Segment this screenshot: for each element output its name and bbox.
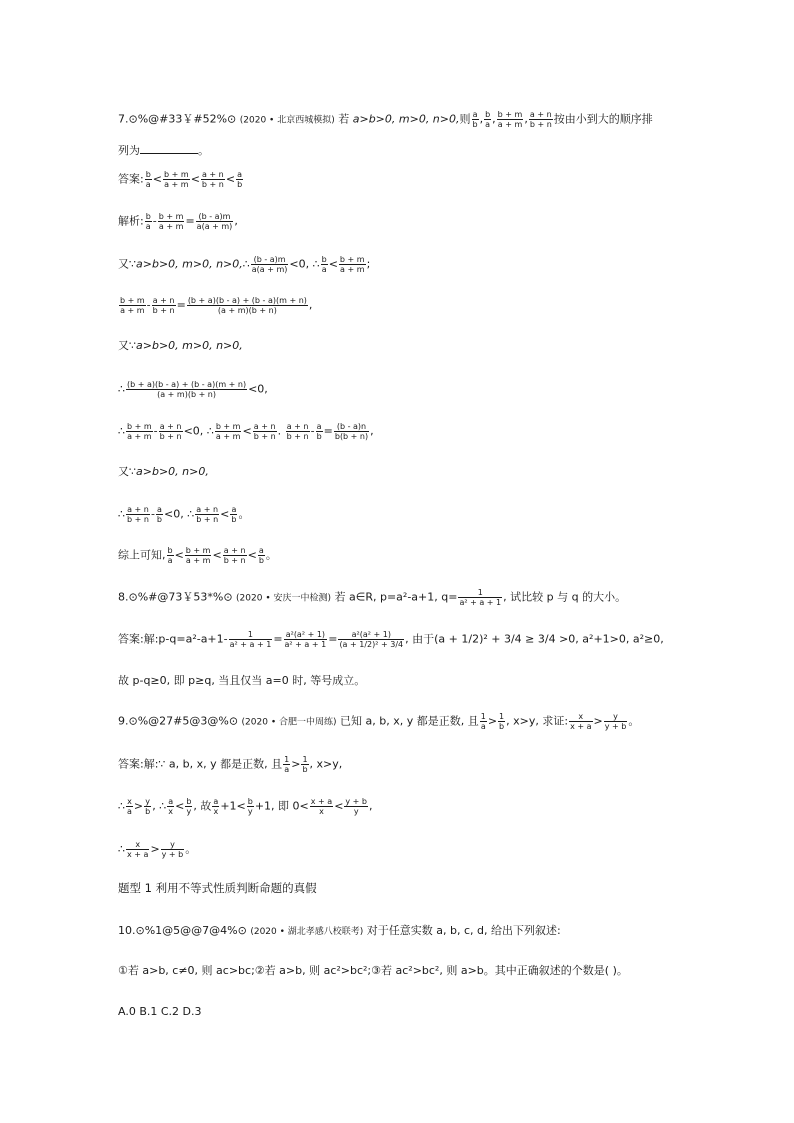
fraction <box>161 840 185 859</box>
fraction-numerator: 1 <box>458 588 502 598</box>
fraction <box>230 505 237 524</box>
fraction-numerator: 1 <box>302 755 308 764</box>
fraction-denominator: a² + a + 1 <box>284 640 327 649</box>
fraction-denominator: b <box>258 556 264 565</box>
math-text: p-q=a²-a+1- <box>158 632 228 646</box>
q7-number: 7.⊙%@#33￥#52%⊙ <box>118 112 237 126</box>
fraction-numerator: b + m <box>185 546 211 555</box>
fraction-denominator: y <box>186 807 192 816</box>
fraction-denominator: y <box>353 807 359 816</box>
fraction <box>167 546 174 565</box>
fraction-numerator: 1 <box>284 755 290 764</box>
math-text: 又∵ <box>118 257 136 271</box>
q7-period: 。 <box>198 144 209 157</box>
q7-if: 若 <box>338 112 350 126</box>
fraction-denominator: y + b <box>604 722 627 731</box>
fraction-denominator: (a + 1/2)² + 3/4 <box>339 640 404 649</box>
math-text: 又∵ <box>118 339 136 352</box>
math-text: , 故 <box>193 799 212 813</box>
q8-conclusion <box>118 673 365 689</box>
fraction <box>458 588 502 607</box>
fraction-denominator: a <box>127 807 132 816</box>
fraction <box>185 546 212 565</box>
math-text: , ∴ <box>152 799 167 813</box>
q9-answer-line2: ∴ $\frac{x}{a}$ > $\frac{y}{b}$ , ∴ $\frac{a}{x}$ < $\frac{b}{y}$ , 故 $\frac{a}{x}$ +1< $\frac{b}{y}$ +1, 即 0< $\frac{x + a}{x}$ < $\frac{y + b}{y}$ , <box>118 797 373 816</box>
math-text: <0, <box>183 424 204 438</box>
fraction <box>144 797 151 816</box>
fraction <box>339 255 366 274</box>
fraction-numerator: a <box>472 110 478 119</box>
math-text: ∴ <box>118 424 125 438</box>
fraction-numerator: b <box>167 546 173 555</box>
fraction <box>126 840 149 859</box>
fraction <box>119 296 146 315</box>
fraction-denominator: a <box>145 180 151 189</box>
fraction-denominator: b + n <box>223 556 246 565</box>
math-text: ∴ <box>118 382 125 396</box>
math-text: +1, 即 0< <box>254 799 309 813</box>
fraction <box>284 630 328 649</box>
fraction <box>152 296 176 315</box>
fraction-denominator: b <box>316 432 322 441</box>
q8-answer-label: 答案:解: <box>118 632 159 646</box>
fraction-numerator: a <box>231 505 237 514</box>
math-text: a>b>0, m>0, n>0, <box>136 339 243 352</box>
fraction <box>212 797 219 816</box>
fraction-numerator: a + n <box>223 546 246 555</box>
fraction-numerator: b + m <box>497 110 523 119</box>
fraction <box>301 755 308 774</box>
fraction <box>480 712 487 731</box>
q9-text1: 已知 a, b, x, y 都是正数, 且 <box>340 714 479 728</box>
q7-frac-3 <box>497 110 524 129</box>
fraction-denominator: b + n <box>529 120 552 129</box>
fraction <box>223 546 247 565</box>
fraction <box>338 630 404 649</box>
q9-answer-label: 答案:解:∵ a, b, x, y 都是正数, 且 <box>118 757 283 771</box>
q10-stem <box>118 923 561 940</box>
fraction <box>334 422 369 441</box>
q7-frac-1 <box>472 110 479 129</box>
fraction-numerator: (b + a)(b - a) + (b - a)(m + n) <box>127 380 247 389</box>
q7-order-text: 按由小到大的顺序排 <box>553 112 653 126</box>
q9-text2: , x>y, 求证: <box>506 714 569 728</box>
q10-statements-text: ①若 a>b, c≠0, 则 ac>bc;②若 a>b, 则 ac²>bc²;③若 ac²>bc², 则 a>b。其中正确叙述的个数是( )。 <box>118 964 628 977</box>
fraction-denominator: b + n <box>152 306 175 315</box>
fraction-denominator: b + n <box>201 180 224 189</box>
fraction-numerator: b <box>145 170 151 179</box>
math-text: ∴ <box>118 842 125 856</box>
fraction-denominator: a <box>321 265 327 274</box>
fraction <box>258 546 265 565</box>
fraction-denominator: a + m <box>185 556 211 565</box>
fraction-numerator: b + m <box>158 212 184 221</box>
math-text: a>b>0, n>0, <box>136 465 209 478</box>
q7-frac-2 <box>484 110 491 129</box>
q9-stem: 9.⊙%@27#5@3@%⊙ (2020 • 合肥一中周练) 已知 a, b, x, y 都是正数, 且 $\frac{1}{a}$ > $\frac{1}{b}$ , x>y, 求证: $\frac{x}{x + a}$ > $\frac{y}{y + b}$ 。 <box>118 712 640 731</box>
fraction-numerator: a <box>157 505 162 514</box>
fraction <box>201 170 225 189</box>
math-text: ∴ <box>242 257 250 271</box>
fraction-numerator: y <box>145 797 151 806</box>
q7-analysis-step3: $\frac{b + m}{a + m}$ - $\frac{a + n}{b + n}$ = $\frac{(b + a)(b - a) + (b - a)(m + n)}{(a + m)(b + n)}$ , <box>120 296 313 315</box>
q8-stem <box>118 588 626 607</box>
fraction <box>158 212 185 231</box>
fraction-denominator: b + n <box>286 432 309 441</box>
math-text: , x>y, <box>309 757 343 771</box>
fraction-numerator: b + m <box>339 255 365 264</box>
math-text: a>b>0, m>0, n>0, <box>136 257 243 271</box>
fraction-denominator: x + a <box>570 722 592 731</box>
fraction-denominator: b + n <box>196 515 219 524</box>
fraction-numerator: 1 <box>499 712 505 721</box>
fraction <box>569 712 592 731</box>
fraction-numerator: x + a <box>310 797 333 806</box>
fraction <box>286 422 310 441</box>
fraction-denominator: y + b <box>161 850 184 859</box>
fraction-denominator: a <box>145 222 151 231</box>
q7-frac-4 <box>529 110 553 129</box>
q8-answer-line1: 答案:解:p-q=a²-a+1- $\frac{1}{\text{a² + a + 1}}$ = $\frac{\text{a²(a² + 1)}}{\text{a² + a + 1}}$ = $\frac{\text{a²(a² + 1)}}{\text{(a + 1/2)² + 3/4}}$ , 由于(a + 1/2)² + 3/4 ≥ 3/4 >0, a²+1>0, a²≥0, <box>118 630 664 649</box>
fraction-denominator: a <box>284 765 290 774</box>
fraction-numerator: y + b <box>345 797 368 806</box>
fraction-denominator: a(a + m) <box>196 222 233 231</box>
fraction <box>126 797 133 816</box>
section-title: 题型 1 利用不等式性质判断命题的真假 <box>118 881 317 895</box>
math-text: <0, <box>248 382 268 396</box>
fraction-denominator: a <box>167 556 173 565</box>
math-text: 综上可知, <box>118 548 166 562</box>
q7-then: 则 <box>459 112 471 126</box>
fraction <box>247 797 254 816</box>
q10-source: (2020 • 湖北孝感八校联考) <box>250 927 364 937</box>
fraction-denominator: b + n <box>159 432 182 441</box>
q7-analysis-step4 <box>118 380 268 399</box>
fraction-denominator: b(b + n) <box>334 432 369 441</box>
q7-analysis-step6: ∴ $\frac{a + n}{b + n}$ - $\frac{a}{b}$ <0, ∴ $\frac{a + n}{b + n}$ < $\frac{a}{b}$ 。 <box>118 505 250 524</box>
fraction <box>145 170 152 189</box>
fraction-denominator: b <box>145 807 151 816</box>
q9-answer-line3: ∴ $\frac{x}{x + a}$ > $\frac{y}{y + b}$ 。 <box>118 840 197 859</box>
fraction-numerator: a + n <box>152 296 175 305</box>
q9-number: 9.⊙%@27#5@3@%⊙ <box>118 714 239 728</box>
q9-source: (2020 • 合肥一中周练) <box>241 717 337 728</box>
fraction-numerator: b <box>145 212 151 221</box>
q7-analysis-step2: 又∵a>b>0, m>0, n>0,∴ $\frac{(b - a)m}{a(a + m)}$ <0, ∴ $\frac{b}{a}$ < $\frac{b + m}{a + m}$ ; <box>118 255 371 274</box>
fraction-denominator: x + a <box>127 850 149 859</box>
fraction-numerator: a + n <box>286 422 309 431</box>
fraction-numerator: b <box>485 110 491 119</box>
fraction-numerator: a + n <box>196 505 219 514</box>
q8-text2: , 试比较 p 与 q 的大小。 <box>503 590 627 604</box>
fraction-numerator: (b - a)m <box>251 255 289 265</box>
q10-statements <box>118 963 628 979</box>
q7-line2-text: 列为 <box>118 144 140 157</box>
fraction <box>321 255 328 274</box>
fraction-numerator: y <box>161 840 185 850</box>
fraction-numerator: a²(a² + 1) <box>284 630 328 640</box>
q7-stem-line1: 7.⊙%@#33￥#52%⊙ (2020 • 北京西城模拟) 若 a>b>0, m>0, n>0,则 $\frac{a}{b}$ , $\frac{b}{a}$ , $\frac{b + m}{a + m}$ , $\frac{a + n}{b + n}$ 按由小到大的顺序排 <box>118 110 653 129</box>
fraction-denominator: a + m <box>120 306 145 315</box>
fraction <box>195 505 219 524</box>
fraction-denominator: b + n <box>127 515 149 524</box>
fraction <box>253 422 277 441</box>
fraction-numerator: x <box>127 797 132 806</box>
q10-options <box>118 1004 202 1020</box>
fraction <box>187 296 308 315</box>
fraction <box>126 505 150 524</box>
fraction-denominator: a <box>480 722 486 731</box>
q8-source: (2020 • 安庆一中检测) <box>236 593 332 604</box>
fraction-numerator: (b + a)(b - a) + (b - a)(m + n) <box>187 296 307 305</box>
fraction-denominator: a² + a + 1 <box>229 640 272 649</box>
fraction-denominator: a² + a + 1 <box>459 598 502 607</box>
fraction-numerator: 1 <box>229 630 273 640</box>
fraction <box>126 380 247 399</box>
fraction-denominator: x <box>168 807 174 816</box>
fraction-numerator: a <box>237 170 243 179</box>
fraction-denominator: b <box>302 765 308 774</box>
q7-answer-label: 答案: <box>118 172 144 186</box>
q7-answer-blank <box>140 142 198 154</box>
math-text: <0, <box>289 257 310 271</box>
section-heading <box>118 880 317 896</box>
fraction-numerator: a²(a² + 1) <box>338 630 404 640</box>
math-text: , 由于 <box>405 632 435 646</box>
fraction-numerator: a + n <box>253 422 276 431</box>
fraction-denominator: a(a + m) <box>251 265 288 274</box>
math-text: <0, <box>164 507 184 521</box>
fraction-numerator: b <box>247 797 253 806</box>
fraction <box>251 255 289 274</box>
q7-summary: 综上可知, $\frac{b}{a}$ < $\frac{b + m}{a + m}$ < $\frac{a + n}{b + n}$ < $\frac{a}{b}$ 。 <box>118 546 277 565</box>
fraction-numerator: b <box>186 797 192 806</box>
fraction-denominator: a + m <box>215 432 241 441</box>
fraction-numerator: (b - a)n <box>334 422 369 432</box>
fraction <box>159 422 183 441</box>
fraction-denominator: b <box>156 515 162 524</box>
q8-text1: 若 a∈R, p=a²-a+1, q= <box>334 590 458 604</box>
math-text: ∴ <box>312 257 320 271</box>
fraction-numerator: a <box>213 797 219 806</box>
fraction-numerator: x <box>126 840 149 850</box>
q7-analysis-step5: ∴ $\frac{b + m}{a + m}$ - $\frac{a + n}{b + n}$ <0, ∴ $\frac{b + m}{a + m}$ < $\frac{a + n}{b + n}$ . $\frac{a + n}{b + n}$ - $\frac{a}{b}$ = $\frac{(b - a)n}{b(b + n)}$ , <box>118 422 374 441</box>
math-text: ∴ <box>206 424 214 438</box>
fraction-denominator: x <box>213 807 219 816</box>
math-text: 又∵ <box>118 465 136 478</box>
fraction-denominator: a + m <box>340 265 365 274</box>
fraction-numerator: a + n <box>201 170 224 179</box>
fraction-numerator: x <box>569 712 592 722</box>
q7-analysis-step4-cond <box>118 338 243 354</box>
math-text: ∴ <box>187 507 195 521</box>
q7-condition: a>b>0, m>0, n>0, <box>352 112 460 126</box>
fraction-numerator: a + n <box>529 110 552 119</box>
fraction <box>156 505 163 524</box>
fraction-numerator: (b - a)m <box>196 212 234 222</box>
fraction-numerator: a + n <box>159 422 182 431</box>
q10-number: 10.⊙%1@5@@7@4%⊙ <box>118 924 247 937</box>
fraction-denominator: b <box>231 515 237 524</box>
fraction-denominator: b <box>237 180 243 189</box>
fraction-numerator: y <box>604 712 628 722</box>
fraction-denominator: (a + m)(b + n) <box>217 306 277 315</box>
fraction <box>604 712 628 731</box>
fraction-denominator: a <box>485 120 491 129</box>
fraction-numerator: b + m <box>215 422 241 431</box>
fraction-denominator: a + m <box>497 120 523 129</box>
fraction-numerator: a + n <box>127 505 149 514</box>
math-text: ∴ <box>118 799 125 813</box>
fraction-denominator: b <box>472 120 478 129</box>
math-text: +1< <box>220 799 246 813</box>
q8-number: 8.⊙%#@73￥53*%⊙ <box>118 590 233 604</box>
fraction-numerator: b + m <box>120 296 145 305</box>
math-text: ∴ <box>118 507 125 521</box>
q8-conclusion-text: 故 p-q≥0, 即 p≥q, 当且仅当 a=0 时, 等号成立。 <box>118 674 366 687</box>
q7-stem-line2 <box>118 142 209 159</box>
fraction-numerator: a <box>316 422 322 431</box>
q8-since-tail: (a + 1/2)² + 3/4 ≥ 3/4 >0, a²+1>0, a²≥0, <box>434 632 664 646</box>
fraction <box>126 422 153 441</box>
fraction <box>145 212 152 231</box>
q9-answer-line1: 答案:解:∵ a, b, x, y 都是正数, 且 $\frac{1}{a}$ > $\frac{1}{b}$ , x>y, <box>118 755 343 774</box>
fraction-denominator: b + n <box>253 432 276 441</box>
fraction <box>344 797 368 816</box>
fraction-denominator: a + m <box>127 432 152 441</box>
fraction-numerator: b <box>321 255 327 264</box>
fraction <box>310 797 333 816</box>
fraction-numerator: a <box>168 797 174 806</box>
fraction-numerator: 1 <box>480 712 486 721</box>
fraction <box>185 797 192 816</box>
q10-text: 对于任意实数 a, b, c, d, 给出下列叙述: <box>366 924 561 937</box>
fraction-denominator: x <box>319 807 324 816</box>
fraction <box>283 755 290 774</box>
fraction-denominator: a + m <box>158 222 184 231</box>
fraction-numerator: a <box>258 546 264 555</box>
fraction <box>215 422 242 441</box>
q7-answer: 答案: $\frac{b}{a}$ < $\frac{b + m}{a + m}$ < $\frac{a + n}{b + n}$ < $\frac{a}{b}$ <box>118 170 243 189</box>
fraction-numerator: b + m <box>127 422 152 431</box>
q7-source: (2020 • 北京西城模拟) <box>239 115 335 126</box>
fraction <box>229 630 273 649</box>
fraction-numerator: b + m <box>164 170 189 179</box>
q7-analysis-step6-cond <box>118 464 209 480</box>
q10-options-text: A.0 B.1 C.2 D.3 <box>118 1005 202 1018</box>
fraction-denominator: b <box>499 722 505 731</box>
fraction <box>236 170 243 189</box>
fraction <box>316 422 323 441</box>
q7-analysis-label: 解析: <box>118 214 144 228</box>
fraction-denominator: a + m <box>164 180 189 189</box>
fraction-denominator: (a + m)(b + n) <box>157 390 216 399</box>
fraction <box>167 797 174 816</box>
fraction <box>196 212 234 231</box>
q7-analysis-step1: 解析: $\frac{b}{a}$ - $\frac{b + m}{a + m}$ = $\frac{(b - a)m}{a(a + m)}$ , <box>118 212 238 231</box>
fraction-denominator: y <box>247 807 253 816</box>
fraction <box>498 712 505 731</box>
fraction <box>163 170 190 189</box>
